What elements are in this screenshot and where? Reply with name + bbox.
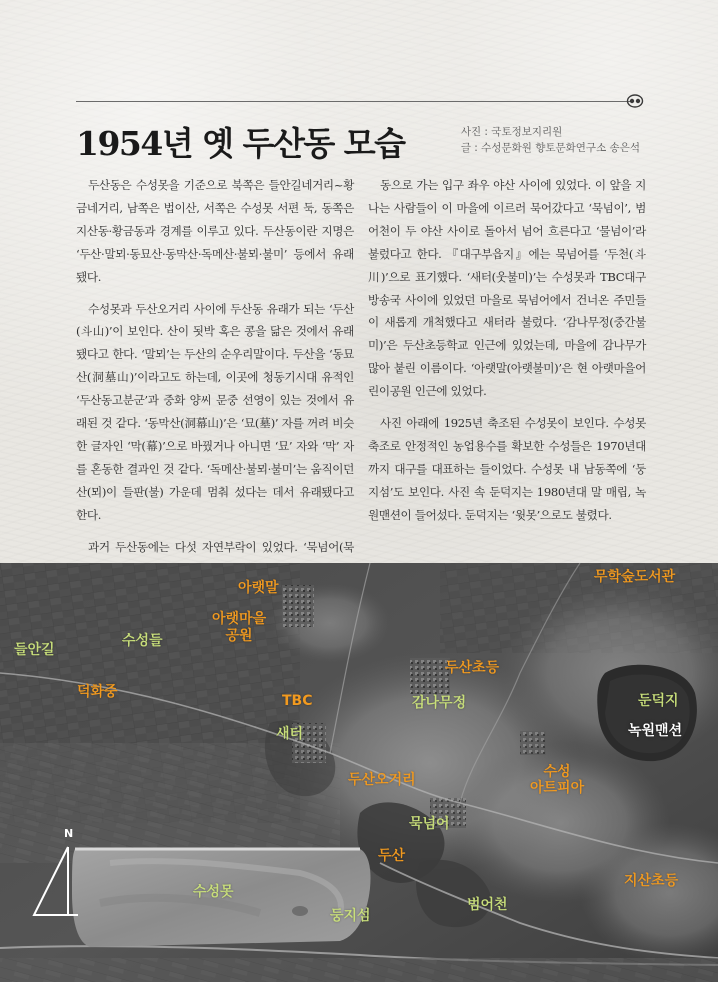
label-ratmal-park: 아랫마을 공원 — [212, 611, 267, 644]
label-saeteo: 새터 — [276, 726, 304, 742]
north-label: N — [64, 827, 74, 840]
label-ratmal: 아랫말 — [238, 580, 279, 596]
label-muhak-library: 무학숲도서관 — [594, 569, 676, 585]
label-suseong-artpia: 수성 아트피아 — [530, 764, 585, 796]
aerial-photo — [0, 563, 718, 982]
label-dusan: 두산 — [378, 848, 406, 864]
article-column-right — [368, 174, 646, 536]
label-dusan-ogeori: 두산오거리 — [348, 772, 416, 788]
paragraph: 두산동은 수성못을 기준으로 북쪽은 들안길네거리~황금네거리, 남쪽은 법이산, 서쪽은 수성못 서편 둑, 동쪽은 지산동·황금동과 경계를 이루고 있다. 두산동이란 지명은 ‘두산·말뫼·동묘산·동막산·독메산·불뫼·불미’ 등에서 유래됐다. — [76, 178, 354, 284]
paragraph: 과거 두산동에는 다섯 자연부락이 있었다. ‘묵넘어(묵 — [88, 539, 354, 554]
label-beomeocheon: 범어천 — [467, 897, 508, 913]
label-deulangil: 들안길 — [14, 642, 55, 658]
label-gamnamujeong: 감나무정 — [412, 695, 467, 711]
north-arrow-icon — [30, 845, 80, 920]
credits — [461, 124, 640, 156]
label-suseongmot: 수성못 — [193, 884, 234, 900]
paragraph: 동으로 가는 입구 좌우 야산 사이에 있었다. 이 앞을 지나는 사람들이 이 마을에 이르러 묵어갔다고 ‘묵넘이’, 범어천이 두 야산 사이로 돌아서 넘어 흐른다고 ‘물넘이’라 불렀다고 한다. 『대구부읍지』에는 묵넘어를 ‘두천(斗川)’으로 표기했다. ‘새터(웃불미)’는 수성못과 TBC대구방송국 사이에 있었던 마을로 묵넘어에서 건너온 주민들이 새롭게 개척했다고 새터라 불렀다. ‘감나무정(중간불미)’은 두산초등학교 인근에 있었는데, 마을에 감나무가 많아 붙린 이름이다. ‘아랫말(아랫불미)’은 현 아랫마을어린이공원 인근에 있었다. — [368, 178, 646, 399]
label-suseongdeul: 수성들 — [122, 633, 163, 649]
paragraph: 수성못과 두산오거리 사이에 두산동 유래가 되는 ‘두산(斗山)’이 보인다. 산이 됫박 혹은 콩을 닮은 것에서 유래됐다고 한다. ‘말뫼’는 두산의 순우리말이다. 두산을 ‘동묘산(洞墓山)’이라고도 하는데, 이곳에 청동기시대 유적인 ‘두산동고분군’과 중화 양씨 문중 선영이 있는 것에서 유래된 것 같다. ‘동막산(洞幕山)’은 ‘묘(墓)’ 자를 꺼려 비슷한 글자인 ‘막(幕)’으로 바꿨거나 아니면 ‘묘’ 자와 ‘막’ 자를 혼동한 결과인 것 같다. ‘독메산·불뫼·불미’는 움직이던 산(뫼)이 들판(불) 가운데 멈춰 섰다는 데서 유래됐다고 한다. — [76, 301, 354, 522]
article-column-left — [76, 174, 354, 590]
label-dusan-elementary: 두산초등 — [445, 660, 500, 676]
label-nokwon-mansion: 녹원맨션 — [628, 723, 683, 739]
text-credit: 글 : 수성문화원 향토문화연구소 송은석 — [460, 142, 640, 154]
label-muknumeo: 묵넘어 — [409, 816, 450, 832]
paragraph: 사진 아래에 1925년 축조된 수성못이 보인다. 수성못 축조로 안정적인 농업용수를 확보한 수성들은 1970년대까지 대구를 대표하는 들이었다. 수성못 내 남동쪽에 ‘둥지섬’도 보인다. 사진 속 둔덕지는 1980년대 말 매립, 녹원맨션이 들어섰다. 둔덕지는 ‘윗못’으로도 불렸다. — [368, 416, 646, 522]
label-dundeokji: 둔덕지 — [638, 693, 679, 709]
header-rule — [76, 101, 630, 102]
photo-credit: 사진 : 국토정보지리원 — [460, 126, 563, 138]
label-jisan-elementary: 지산초등 — [624, 873, 679, 889]
ornament-icon — [626, 93, 644, 109]
page-title: 1954년 옛 두산동 모습 — [76, 124, 405, 163]
label-dungjiseom: 둥지섬 — [330, 908, 371, 924]
label-tbc: TBC — [282, 693, 313, 709]
label-deokhwa-middle: 덕화중 — [77, 684, 118, 700]
